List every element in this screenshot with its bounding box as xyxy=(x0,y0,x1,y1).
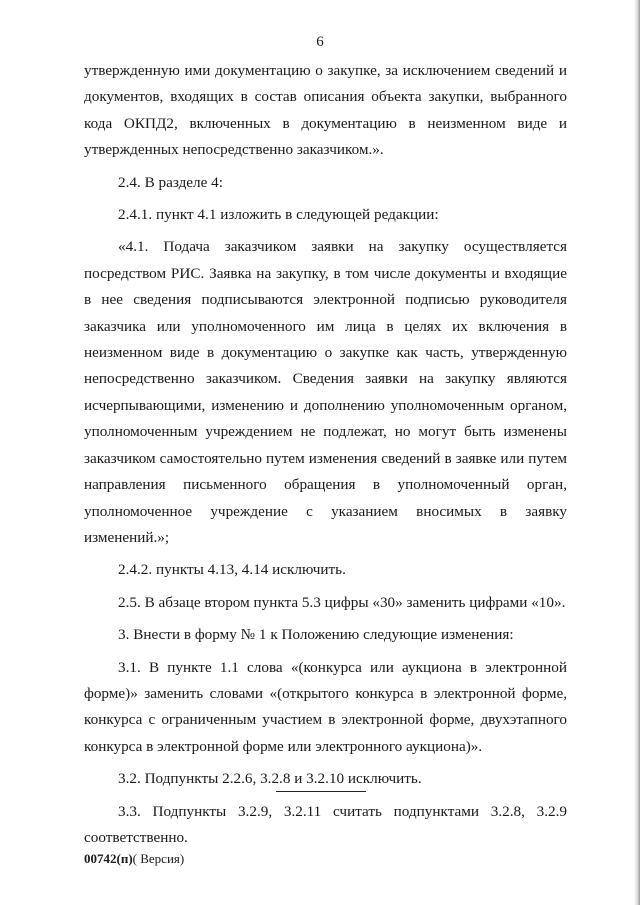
paragraph-4-1-quote: «4.1. Подача заказчиком заявки на закупку осуществляется посредством РИС. Заявка на закупку, в том числе документы и входящие в нее сведения подписываются электронной подписью руководителя заказчика или уполномоченного им лица в целях их включения в неизменном виде в документацию о закупке как часть, утвержденную непосредственно заказчиком. Сведения заявки на закупку являются исчерпывающими, изменению и дополнению уполномоченным органом, уполномоченным учреждением не подлежат, но могут быть изменены заказчиком самостоятельно путем изменения сведений в заявке или путем направления письменного обращения в уполномоченный орган, уполномоченное учреждение с указанием вносимых в заявку изменений.»; xyxy=(84,238,567,546)
scan-edge-shadow xyxy=(634,0,640,905)
paragraph-2-4: 2.4. В разделе 4: xyxy=(118,173,223,191)
page-number: 6 xyxy=(316,34,324,50)
document-version: ( Версия) xyxy=(132,851,185,866)
paragraph-continuation: утвержденную ими документацию о закупке, за исключением сведений и документов, входящих в состав описания объекта закупки, выбранного кода ОКПД2, включенных в документацию в неизменном виде и утвержденных непосредственно заказчиком.». xyxy=(84,62,567,159)
document-code: 00742(п) xyxy=(84,851,133,866)
paragraph-3-1: 3.1. В пункте 1.1 слова «(конкурса или аукциона в электронной форме)» заменить словами «(открытого конкурса в электронной форме, конкурса с ограниченным участием в электронной форме, двухэтапного конкурса в электронной форме или электронного аукциона)». xyxy=(84,658,567,755)
paragraph-2-4-2: 2.4.2. пункты 4.13, 4.14 исключить. xyxy=(118,561,346,579)
paragraph-2-5: 2.5. В абзаце втором пункта 5.3 цифры «30» заменить цифрами «10». xyxy=(118,593,566,611)
paragraph-2-4-1: 2.4.1. пункт 4.1 изложить в следующей редакции: xyxy=(118,206,439,224)
paragraph-3: 3. Внести в форму № 1 к Положению следующие изменения: xyxy=(118,626,514,644)
paragraph-3-2: 3.2. Подпункты 2.2.6, 3.2.8 и 3.2.10 исключить. xyxy=(118,770,422,788)
document-footer xyxy=(84,851,184,867)
end-separator-line xyxy=(276,791,366,792)
document-body xyxy=(84,58,567,851)
paragraph-3-3: 3.3. Подпункты 3.2.9, 3.2.11 считать подпунктами 3.2.8, 3.2.9 соответственно. xyxy=(84,802,567,846)
